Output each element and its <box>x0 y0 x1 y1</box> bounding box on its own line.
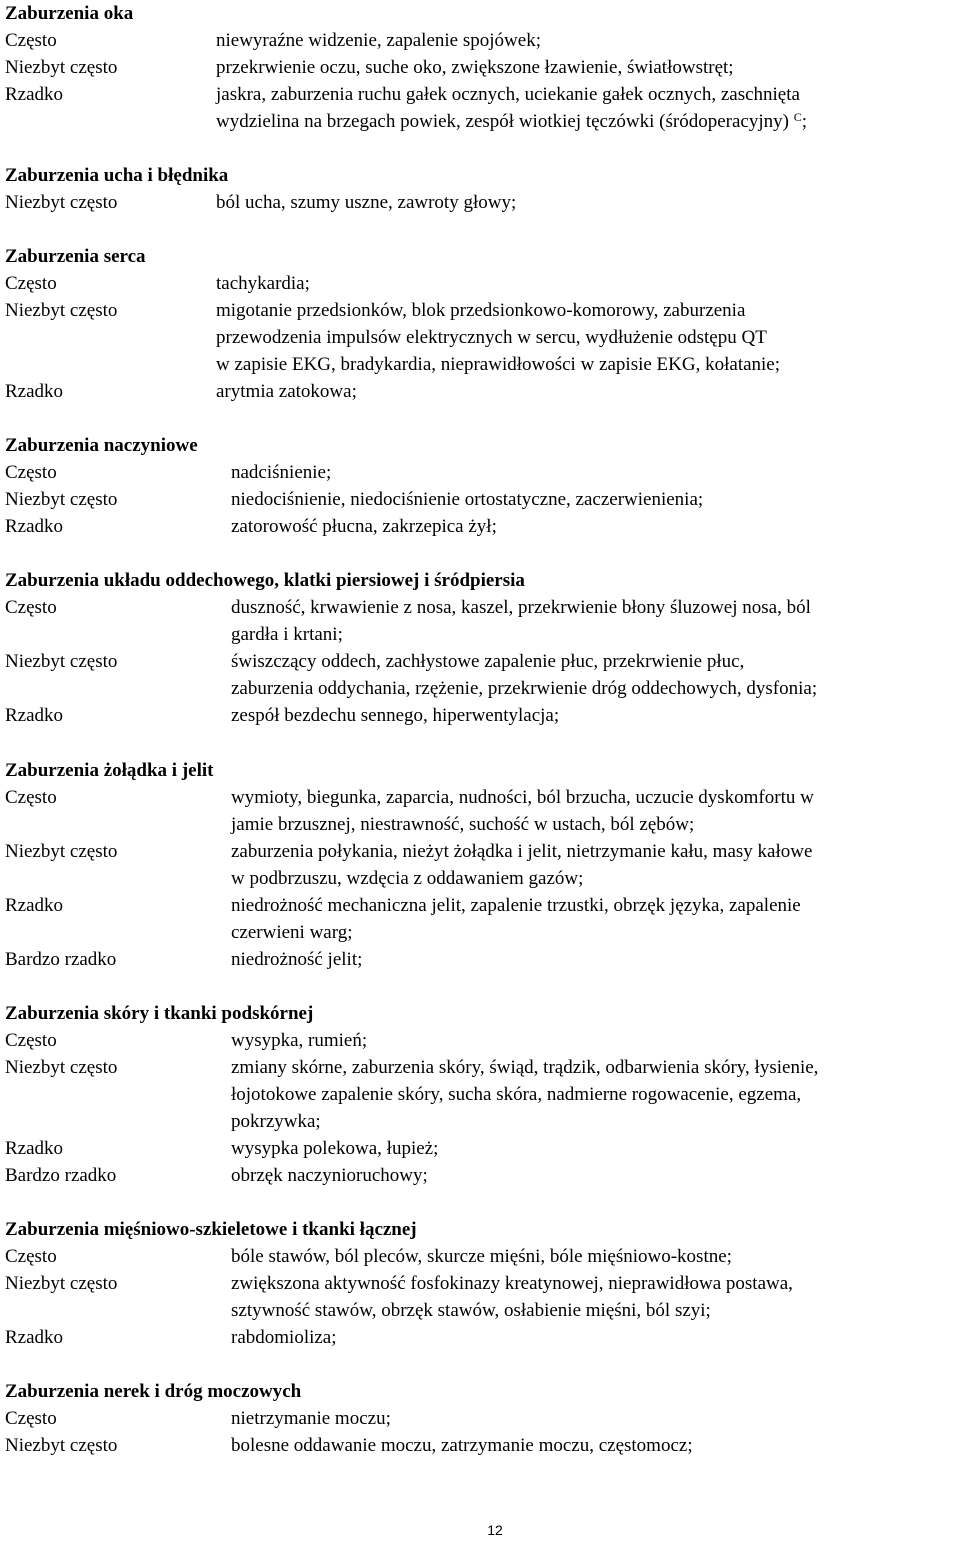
frequency-label: Niezbyt często <box>5 489 118 510</box>
frequency-label: Rzadko <box>5 705 64 726</box>
frequency-row <box>5 1162 960 1189</box>
description-line: wymioty, biegunka, zaparcia, nudności, ból brzucha, uczucie dyskomfortu w <box>231 787 814 808</box>
frequency-row <box>5 838 960 892</box>
frequency-row <box>5 81 960 135</box>
description-line: zespół bezdechu sennego, hiperwentylacja; <box>231 705 560 726</box>
section-title: Zaburzenia serca <box>5 246 146 267</box>
frequency-label: Niezbyt często <box>5 1273 118 1294</box>
description-line: pokrzywka; <box>231 1111 321 1132</box>
frequency-row <box>5 702 960 729</box>
description-line: gardła i krtani; <box>231 624 343 645</box>
frequency-row <box>5 594 960 648</box>
section-title: Zaburzenia żołądka i jelit <box>5 760 214 781</box>
frequency-row <box>5 1243 960 1270</box>
description-line: zaburzenia oddychania, rzężenie, przekrwienie dróg oddechowych, dysfonia; <box>231 678 818 699</box>
frequency-label: Często <box>5 1030 57 1051</box>
frequency-label: Często <box>5 597 57 618</box>
description-line <box>216 108 960 135</box>
description-line: tachykardia; <box>216 273 310 294</box>
description-line: arytmia zatokowa; <box>216 381 357 402</box>
frequency-label: Niezbyt często <box>5 651 118 672</box>
section-title: Zaburzenia naczyniowe <box>5 435 198 456</box>
description-line: przekrwienie oczu, suche oko, zwiększone łzawienie, światłowstręt; <box>216 57 734 78</box>
frequency-row <box>5 784 960 838</box>
frequency-label: Niezbyt często <box>5 57 118 78</box>
description-line: obrzęk naczynioruchowy; <box>231 1165 428 1186</box>
section-ear-disorders <box>5 162 960 216</box>
description-line: rabdomioliza; <box>231 1327 337 1348</box>
frequency-row <box>5 27 960 54</box>
frequency-label: Często <box>5 462 57 483</box>
section-musculoskeletal-disorders <box>5 1216 960 1351</box>
frequency-label: Często <box>5 30 57 51</box>
frequency-label: Rzadko <box>5 1327 64 1348</box>
description-line: nadciśnienie; <box>231 462 332 483</box>
page-number: 12 <box>487 1522 503 1538</box>
section-title: Zaburzenia nerek i dróg moczowych <box>5 1381 302 1402</box>
frequency-label: Rzadko <box>5 516 64 537</box>
description-line: przewodzenia impulsów elektrycznych w sercu, wydłużenie odstępu QT <box>216 327 767 348</box>
frequency-row <box>5 648 960 702</box>
frequency-label: Rzadko <box>5 381 64 402</box>
description-line: łojotokowe zapalenie skóry, sucha skóra, nadmierne rogowacenie, egzema, <box>231 1084 802 1105</box>
description-line: czerwieni warg; <box>231 922 353 943</box>
description-text: ; <box>801 111 807 132</box>
frequency-row <box>5 189 960 216</box>
frequency-row <box>5 1135 960 1162</box>
description-line: migotanie przedsionków, blok przedsionkowo-komorowy, zaburzenia <box>216 300 746 321</box>
section-renal-disorders <box>5 1378 960 1459</box>
section-respiratory-disorders <box>5 567 960 729</box>
frequency-row <box>5 1027 960 1054</box>
description-line: niewyraźne widzenie, zapalenie spojówek; <box>216 30 541 51</box>
description-line: wysypka polekowa, łupież; <box>231 1138 439 1159</box>
description-line: niedrożność jelit; <box>231 949 363 970</box>
frequency-row <box>5 459 960 486</box>
description-line: duszność, krwawienie z nosa, kaszel, przekrwienie błony śluzowej nosa, ból <box>231 597 811 618</box>
frequency-label: Rzadko <box>5 84 64 105</box>
frequency-label: Często <box>5 1246 57 1267</box>
section-title: Zaburzenia układu oddechowego, klatki piersiowej i śródpiersia <box>5 570 525 591</box>
section-heart-disorders <box>5 243 960 405</box>
frequency-row <box>5 486 960 513</box>
description-line: w zapisie EKG, bradykardia, nieprawidłowości w zapisie EKG, kołatanie; <box>216 354 781 375</box>
section-title: Zaburzenia skóry i tkanki podskórnej <box>5 1003 314 1024</box>
description-line: jaskra, zaburzenia ruchu gałek ocznych, uciekanie gałek ocznych, zaschnięta <box>216 84 800 105</box>
frequency-label: Często <box>5 787 57 808</box>
frequency-label: Często <box>5 1408 57 1429</box>
frequency-label: Rzadko <box>5 895 64 916</box>
frequency-row <box>5 54 960 81</box>
frequency-label: Niezbyt często <box>5 1057 118 1078</box>
section-eye-disorders <box>5 0 960 135</box>
description-line: niedrożność mechaniczna jelit, zapalenie trzustki, obrzęk języka, zapalenie <box>231 895 801 916</box>
frequency-label: Często <box>5 273 57 294</box>
frequency-label: Niezbyt często <box>5 300 118 321</box>
description-line: w podbrzuszu, wzdęcia z oddawaniem gazów; <box>231 868 584 889</box>
description-line: świszczący oddech, zachłystowe zapalenie płuc, przekrwienie płuc, <box>231 651 745 672</box>
frequency-label: Niezbyt często <box>5 192 118 213</box>
frequency-row <box>5 297 960 378</box>
description-line: zatorowość płucna, zakrzepica żył; <box>231 516 497 537</box>
section-title: Zaburzenia oka <box>5 3 134 24</box>
frequency-row <box>5 270 960 297</box>
section-skin-disorders <box>5 1000 960 1189</box>
frequency-row <box>5 1324 960 1351</box>
frequency-row <box>5 378 960 405</box>
frequency-row <box>5 1054 960 1135</box>
description-line: sztywność stawów, obrzęk stawów, osłabienie mięśni, ból szyi; <box>231 1300 711 1321</box>
description-line: wysypka, rumień; <box>231 1030 368 1051</box>
section-title: Zaburzenia ucha i błędnika <box>5 165 229 186</box>
frequency-row <box>5 1432 960 1459</box>
frequency-label: Bardzo rzadko <box>5 1165 117 1186</box>
frequency-row <box>5 1405 960 1432</box>
description-line: niedociśnienie, niedociśnienie ortostatyczne, zaczerwienienia; <box>231 489 704 510</box>
superscript-note: C <box>793 110 802 124</box>
frequency-row <box>5 513 960 540</box>
description-line: jamie brzusznej, niestrawność, suchość w ustach, ból zębów; <box>231 814 695 835</box>
description-line: nietrzymanie moczu; <box>231 1408 391 1429</box>
description-line: zaburzenia połykania, nieżyt żołądka i jelit, nietrzymanie kału, masy kałowe <box>231 841 813 862</box>
description-line: ból ucha, szumy uszne, zawroty głowy; <box>216 192 517 213</box>
description-text: wydzielina na brzegach powiek, zespół wiotkiej tęczówki (śródoperacyjny) <box>216 111 789 132</box>
section-gastrointestinal-disorders <box>5 757 960 973</box>
description-line: bóle stawów, ból pleców, skurcze mięśni, bóle mięśniowo-kostne; <box>231 1246 732 1267</box>
frequency-label: Rzadko <box>5 1138 64 1159</box>
frequency-row <box>5 946 960 973</box>
frequency-label: Niezbyt często <box>5 1435 118 1456</box>
section-vascular-disorders <box>5 432 960 540</box>
description-line: bolesne oddawanie moczu, zatrzymanie moczu, częstomocz; <box>231 1435 693 1456</box>
section-title: Zaburzenia mięśniowo-szkieletowe i tkanki łącznej <box>5 1219 417 1240</box>
frequency-label: Bardzo rzadko <box>5 949 117 970</box>
frequency-row <box>5 892 960 946</box>
description-line: zmiany skórne, zaburzenia skóry, świąd, trądzik, odbarwienia skóry, łysienie, <box>231 1057 819 1078</box>
frequency-label: Niezbyt często <box>5 841 118 862</box>
description-line: zwiększona aktywność fosfokinazy kreatynowej, nieprawidłowa postawa, <box>231 1273 793 1294</box>
frequency-row <box>5 1270 960 1324</box>
